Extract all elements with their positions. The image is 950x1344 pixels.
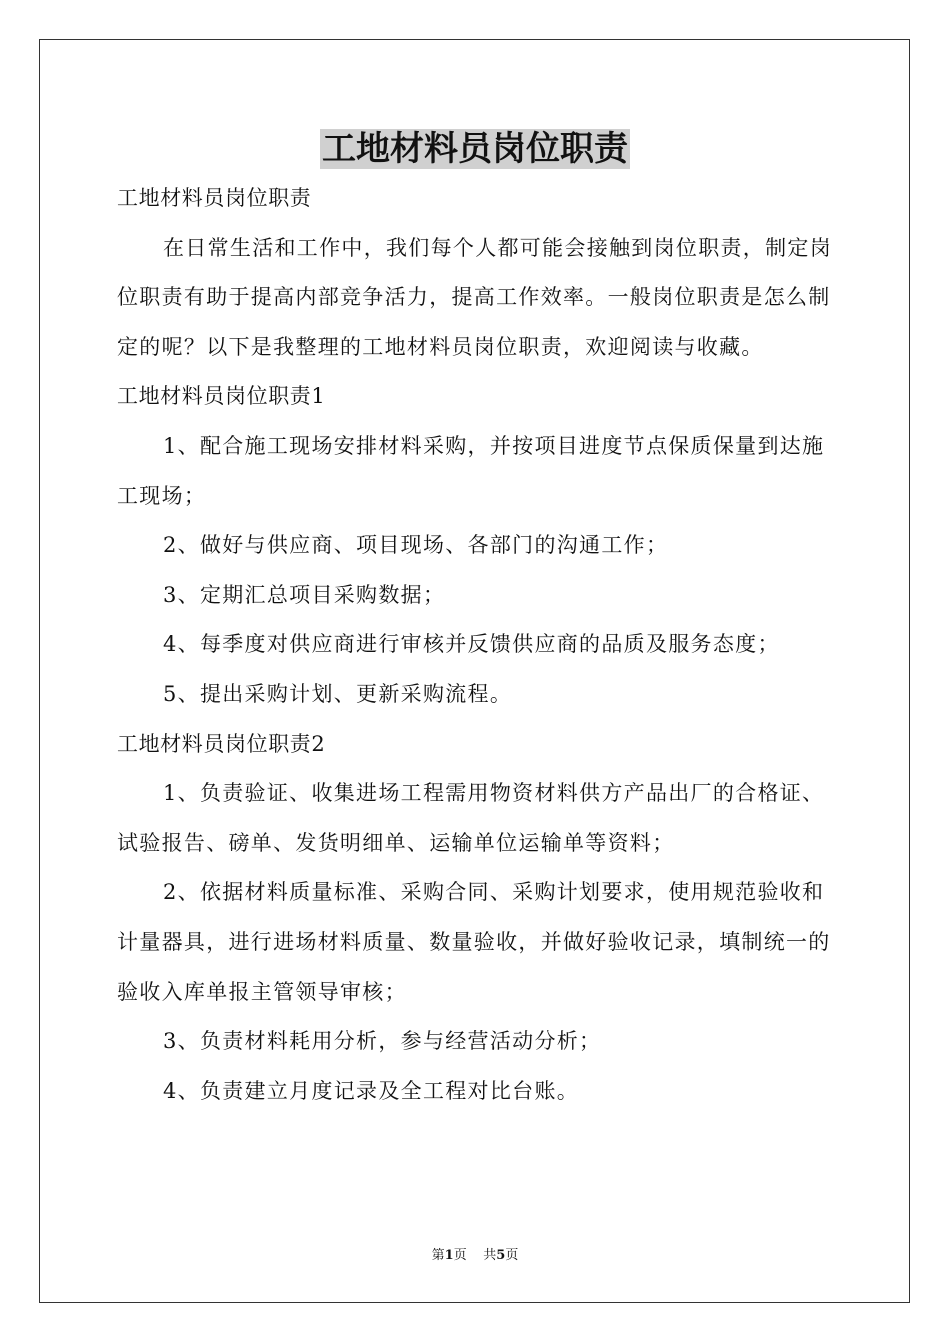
list-item: 1、负责验证、收集进场工程需用物资材料供方产品出厂的合格证、试验报告、磅单、发货明细单、运输单位运输单等资料； <box>117 781 825 855</box>
document-title-text: 工地材料员岗位职责 <box>322 129 628 169</box>
document-title <box>0 124 950 174</box>
page-suffix: 页 <box>453 1248 467 1263</box>
total-pages-number: 5 <box>496 1248 506 1263</box>
list-item: 5、提出采购计划、更新采购流程。 <box>163 681 513 706</box>
page-prefix: 第 <box>431 1248 445 1263</box>
list-item: 2、做好与供应商、项目现场、各部门的沟通工作； <box>163 533 669 558</box>
list-item: 2、依据材料质量标准、采购合同、采购计划要求，使用规范验收和计量器具，进行进场材料质量、数量验收，并做好验收记录，填制统一的验收入库单报主管领导审核； <box>117 880 831 1004</box>
total-suffix: 页 <box>505 1248 519 1263</box>
list-item: 4、负责建立月度记录及全工程对比台账。 <box>163 1078 580 1103</box>
intro-paragraph: 在日常生活和工作中，我们每个人都可能会接触到岗位职责，制定岗位职责有助于提高内部竞争活力，提高工作效率。一般岗位职责是怎么制定的呢？以下是我整理的工地材料员岗位职责，欢迎阅读与收藏。 <box>117 235 832 359</box>
total-prefix: 共 <box>483 1248 497 1263</box>
page-footer <box>0 1246 950 1266</box>
list-item: 3、负责材料耗用分析，参与经营活动分析； <box>163 1029 602 1054</box>
document-body <box>117 174 835 1116</box>
section-heading: 工地材料员岗位职责 <box>117 186 312 210</box>
current-page-number: 1 <box>444 1248 454 1263</box>
section-heading-2: 工地材料员岗位职责2 <box>117 731 326 756</box>
list-item: 3、定期汇总项目采购数据； <box>163 582 446 607</box>
list-item: 4、每季度对供应商进行审核并反馈供应商的品质及服务态度； <box>163 632 780 657</box>
section-heading-1: 工地材料员岗位职责1 <box>117 384 326 409</box>
list-item: 1、配合施工现场安排材料采购，并按项目进度节点保质保量到达施工现场； <box>117 433 825 508</box>
